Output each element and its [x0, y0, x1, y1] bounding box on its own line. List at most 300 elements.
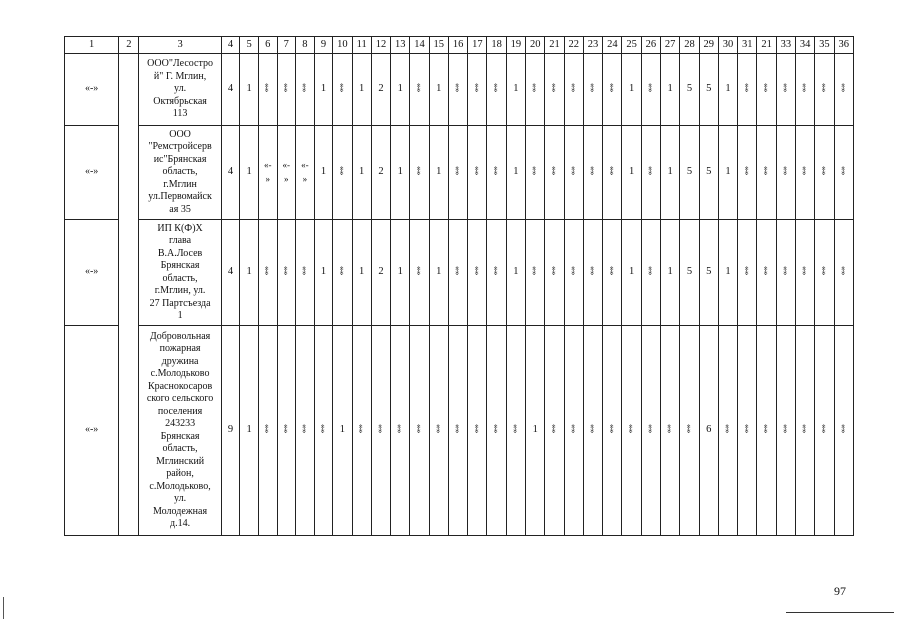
value-cell — [333, 54, 352, 126]
header-cell: 20 — [526, 37, 545, 54]
value-cell — [661, 126, 680, 220]
cell-value: «-» — [453, 424, 464, 433]
value-cell — [564, 326, 583, 536]
value-cell — [448, 220, 467, 326]
header-cell: 10 — [333, 37, 352, 54]
cell-value: «-» — [568, 166, 579, 175]
cell-value: «-» — [549, 83, 560, 92]
value-cell — [603, 126, 622, 220]
value-cell — [468, 126, 487, 220]
value-cell — [834, 126, 853, 220]
cell-value: 1 — [359, 266, 365, 278]
cell-value: 1 — [628, 83, 635, 95]
cell-value: 1 — [532, 424, 538, 436]
header-cell: 27 — [661, 37, 680, 54]
value-cell — [391, 54, 410, 126]
header-cell: 23 — [583, 37, 602, 54]
header-cell: 11 — [352, 37, 371, 54]
cell-value: 1 — [359, 166, 365, 178]
header-cell: 33 — [776, 37, 795, 54]
value-cell — [410, 126, 429, 220]
organization-line: 27 Партсъезда — [149, 297, 211, 309]
value-cell — [583, 220, 602, 326]
cell-value: «-» — [742, 83, 753, 92]
cell-value: «-» — [299, 266, 310, 275]
value-cell — [641, 126, 660, 220]
cell-value: 1 — [359, 83, 365, 95]
cell-value: 1 — [436, 166, 442, 178]
header-cell: 12 — [371, 37, 390, 54]
organization-line: с.Молодьково — [150, 368, 210, 379]
value-cell — [352, 54, 371, 126]
cell-value: 6 — [706, 424, 712, 436]
organization-line: 243233 — [165, 418, 196, 429]
row-label: «-» — [65, 126, 119, 220]
cell-value: «-» — [645, 424, 656, 433]
cell-value: 1 — [339, 424, 345, 436]
value-cell — [258, 54, 277, 126]
header-cell: 5 — [240, 37, 259, 54]
value-cell — [371, 54, 390, 126]
value-cell — [641, 326, 660, 536]
cell-value: «-» — [645, 266, 656, 275]
cell-value: «-» — [491, 266, 502, 275]
cell-value: 1 — [667, 266, 673, 278]
value-cell — [333, 220, 352, 326]
empty-cell — [119, 126, 139, 220]
cell-value: 5 — [706, 83, 712, 95]
header-cell: 21 — [545, 37, 564, 54]
value-cell — [795, 126, 814, 220]
value-cell — [545, 326, 564, 536]
header-cell: 2 — [119, 37, 139, 54]
cell-value: «-» — [819, 266, 830, 275]
cell-value: «-» — [453, 83, 464, 92]
cell-value: «-» — [530, 266, 541, 275]
value-cell — [718, 326, 737, 536]
value-cell — [661, 220, 680, 326]
cell-value: «-» — [761, 424, 772, 433]
cell-value: 1 — [725, 166, 731, 178]
cell-value: 1 — [246, 83, 252, 95]
cell-value: «-» — [780, 266, 791, 275]
value-cell — [699, 54, 718, 126]
value-cell — [448, 126, 467, 220]
value-cell — [526, 220, 545, 326]
cell-value: «-» — [472, 266, 483, 275]
cell-value: 1 — [667, 83, 673, 95]
value-cell — [757, 326, 776, 536]
cell-value: 4 — [227, 266, 234, 278]
organization-line: с.Молодьково, — [149, 480, 211, 492]
organization-line: ского сельского — [146, 393, 214, 404]
cell-value: «-» — [838, 424, 849, 433]
value-cell — [506, 54, 525, 126]
value-cell — [371, 126, 390, 220]
value-cell — [258, 326, 277, 536]
value-cell — [526, 54, 545, 126]
header-cell: 36 — [834, 37, 853, 54]
cell-value: «-» — [262, 424, 273, 433]
cell-value: «-» — [780, 424, 791, 433]
cell-value: «-» — [549, 166, 560, 175]
cell-value: 5 — [706, 166, 712, 178]
data-table — [64, 36, 854, 536]
value-cell — [680, 220, 699, 326]
organization-line: ул. — [174, 83, 187, 95]
header-cell: 17 — [468, 37, 487, 54]
value-cell — [429, 54, 448, 126]
organization-cell — [139, 126, 221, 220]
organization-line: д.14. — [170, 518, 191, 529]
value-cell — [296, 220, 315, 326]
value-cell — [468, 54, 487, 126]
value-cell — [795, 54, 814, 126]
header-cell: 22 — [564, 37, 583, 54]
cell-value: «-» — [742, 266, 753, 275]
value-cell — [680, 54, 699, 126]
cell-value: 1 — [436, 83, 442, 95]
header-cell: 13 — [391, 37, 410, 54]
cell-value: 1 — [246, 424, 252, 436]
cell-value: «-» — [530, 83, 541, 92]
cell-value: «-» — [568, 424, 579, 433]
value-cell — [795, 326, 814, 536]
organization-line: поселения — [157, 405, 203, 417]
cell-value: «-» — [588, 83, 599, 92]
cell-value: 1 — [513, 83, 519, 95]
cell-value: «-» — [838, 166, 849, 175]
organization-line: ис"Брянская — [153, 153, 207, 165]
page-number: 97 — [834, 584, 846, 598]
value-cell — [815, 220, 834, 326]
cell-value: «-» — [491, 166, 502, 175]
cell-value: 1 — [436, 266, 442, 278]
value-cell — [277, 220, 296, 326]
value-cell — [776, 126, 795, 220]
value-cell — [622, 54, 641, 126]
value-cell — [603, 326, 622, 536]
cell-value: «-» — [395, 424, 406, 433]
table-row — [65, 126, 854, 220]
value-cell — [429, 126, 448, 220]
value-cell — [718, 220, 737, 326]
empty-cell — [119, 326, 139, 536]
header-cell: 16 — [448, 37, 467, 54]
empty-cell — [119, 54, 139, 126]
header-cell: 18 — [487, 37, 506, 54]
footer-line — [786, 612, 894, 613]
value-cell — [258, 220, 277, 326]
value-cell — [738, 220, 757, 326]
organization-line: ООО"Лесостро — [147, 58, 213, 70]
value-cell — [622, 220, 641, 326]
cell-value: «- » — [282, 160, 291, 185]
value-cell — [240, 326, 259, 536]
cell-value: «-» — [433, 424, 444, 433]
cell-value: 2 — [378, 266, 384, 278]
value-cell — [277, 126, 296, 220]
value-cell — [221, 220, 240, 326]
cell-value: 1 — [725, 83, 731, 95]
value-cell — [564, 126, 583, 220]
cell-value: «-» — [356, 424, 367, 433]
cell-value: «-» — [819, 83, 830, 92]
value-cell — [661, 326, 680, 536]
header-row — [65, 37, 854, 54]
cell-value: «-» — [491, 424, 502, 433]
cell-value: «-» — [337, 83, 348, 92]
value-cell — [718, 54, 737, 126]
organization-line: район, — [166, 468, 194, 479]
cell-value: «-» — [549, 424, 560, 433]
value-cell — [391, 126, 410, 220]
value-cell — [277, 54, 296, 126]
organization-line: 1 — [177, 310, 183, 321]
cell-value: 4 — [227, 83, 234, 95]
cell-value: «-» — [337, 266, 348, 275]
cell-value: «-» — [414, 83, 425, 92]
value-cell — [371, 326, 390, 536]
cell-value: «-» — [414, 166, 425, 175]
cell-value: «-» — [761, 83, 772, 92]
cell-value: 1 — [397, 266, 403, 278]
value-cell — [834, 220, 853, 326]
value-cell — [603, 54, 622, 126]
cell-value: 2 — [378, 83, 384, 95]
header-cell: 30 — [718, 37, 737, 54]
value-cell — [545, 126, 564, 220]
value-cell — [757, 54, 776, 126]
value-cell — [564, 54, 583, 126]
value-cell — [757, 126, 776, 220]
organization-line: область, — [162, 443, 198, 454]
value-cell — [583, 54, 602, 126]
cell-value: «-» — [800, 266, 811, 275]
cell-value: «-» — [281, 83, 292, 92]
organization-line: дружина — [161, 355, 199, 367]
cell-value: «-» — [819, 166, 830, 175]
cell-value: «-» — [568, 266, 579, 275]
cell-value: «-» — [607, 166, 618, 175]
value-cell — [680, 326, 699, 536]
table-row — [65, 54, 854, 126]
cell-value: «-» — [337, 166, 348, 175]
value-cell — [371, 220, 390, 326]
cell-value: «-» — [684, 424, 695, 433]
value-cell — [391, 220, 410, 326]
value-cell — [641, 220, 660, 326]
value-cell — [314, 220, 333, 326]
organization-cell — [139, 220, 221, 326]
organization-line: Мглинский — [155, 455, 205, 467]
cell-value: «-» — [491, 83, 502, 92]
cell-value: 1 — [513, 166, 519, 178]
header-cell: 31 — [738, 37, 757, 54]
header-cell: 1 — [65, 37, 119, 54]
header-cell: 24 — [603, 37, 622, 54]
value-cell — [776, 220, 795, 326]
cell-value: 1 — [320, 83, 327, 95]
value-cell — [545, 54, 564, 126]
header-cell: 6 — [258, 37, 277, 54]
cell-value: «-» — [472, 83, 483, 92]
cell-value: «-» — [626, 424, 637, 433]
cell-value: 1 — [397, 83, 403, 95]
cell-value: «-» — [453, 266, 464, 275]
value-cell — [815, 126, 834, 220]
cell-value: «-» — [742, 424, 753, 433]
value-cell — [661, 54, 680, 126]
cell-value: 5 — [706, 266, 712, 278]
cell-value: «-» — [588, 424, 599, 433]
value-cell — [795, 220, 814, 326]
cell-value: 9 — [227, 424, 234, 436]
header-cell: 4 — [221, 37, 240, 54]
organization-line: Октябрьская — [153, 95, 207, 107]
value-cell — [487, 326, 506, 536]
value-cell — [583, 126, 602, 220]
cell-value: «-» — [530, 166, 541, 175]
organization-line: ООО — [169, 128, 191, 140]
cell-value: «-» — [588, 266, 599, 275]
value-cell — [506, 220, 525, 326]
header-cell: 7 — [277, 37, 296, 54]
cell-value: «-» — [472, 166, 483, 175]
value-cell — [296, 54, 315, 126]
organization-line: "Ремстройсерв — [148, 141, 212, 153]
organization-line: ул. — [174, 493, 187, 504]
organization-line: область, — [162, 166, 198, 178]
value-cell — [240, 54, 259, 126]
cell-value: 1 — [667, 166, 673, 178]
cell-value: «-» — [800, 83, 811, 92]
value-cell — [352, 126, 371, 220]
organization-cell — [139, 54, 221, 126]
row-label: «-» — [65, 326, 119, 536]
empty-cell — [119, 220, 139, 326]
value-cell — [333, 126, 352, 220]
value-cell — [221, 54, 240, 126]
cell-value: 1 — [513, 266, 519, 278]
cell-value: «-» — [607, 266, 618, 275]
value-cell — [448, 54, 467, 126]
organization-line: г.Мглин, ул. — [154, 285, 206, 296]
value-cell — [641, 54, 660, 126]
cell-value: «-» — [780, 166, 791, 175]
value-cell — [429, 326, 448, 536]
cell-value: «- » — [263, 160, 272, 185]
value-cell — [506, 126, 525, 220]
value-cell — [468, 326, 487, 536]
value-cell — [699, 126, 718, 220]
cell-value: «-» — [645, 166, 656, 175]
value-cell — [506, 326, 525, 536]
cell-value: «-» — [281, 266, 292, 275]
value-cell — [603, 220, 622, 326]
organization-line: область, — [162, 272, 198, 284]
organization-line: Добровольная — [149, 330, 211, 342]
cell-value: «-» — [742, 166, 753, 175]
value-cell — [718, 126, 737, 220]
value-cell — [622, 126, 641, 220]
row-label: «-» — [65, 54, 119, 126]
organization-line: г.Мглин — [163, 178, 197, 190]
value-cell — [583, 326, 602, 536]
value-cell — [487, 220, 506, 326]
cell-value: «-» — [299, 424, 310, 433]
value-cell — [240, 220, 259, 326]
organization-line: ая 35 — [169, 203, 191, 215]
cell-value: «-» — [262, 266, 273, 275]
scan-edge-mark — [3, 597, 4, 619]
cell-value: «- » — [301, 160, 309, 185]
organization-line: глава — [169, 235, 192, 246]
value-cell — [296, 326, 315, 536]
value-cell — [757, 220, 776, 326]
header-cell: 8 — [296, 37, 315, 54]
cell-value: 5 — [686, 166, 693, 178]
cell-value: «-» — [761, 166, 772, 175]
cell-value: «-» — [549, 266, 560, 275]
value-cell — [815, 54, 834, 126]
cell-value: «-» — [281, 424, 292, 433]
cell-value: «-» — [414, 424, 425, 433]
header-cell: 3 — [139, 37, 221, 54]
value-cell — [815, 326, 834, 536]
cell-value: «-» — [375, 424, 386, 433]
header-cell: 14 — [410, 37, 429, 54]
cell-value: «-» — [299, 83, 310, 92]
cell-value: «-» — [588, 166, 599, 175]
value-cell — [545, 220, 564, 326]
value-cell — [314, 326, 333, 536]
header-cell: 21 — [757, 37, 776, 54]
value-cell — [296, 126, 315, 220]
cell-value: «-» — [453, 166, 464, 175]
cell-value: 1 — [628, 266, 635, 278]
value-cell — [221, 326, 240, 536]
cell-value: «-» — [723, 424, 733, 433]
cell-value: 1 — [246, 166, 252, 178]
cell-value: «-» — [761, 266, 772, 275]
value-cell — [240, 126, 259, 220]
cell-value: 1 — [320, 166, 327, 178]
header-cell: 26 — [641, 37, 660, 54]
cell-value: «-» — [510, 424, 521, 433]
value-cell — [738, 54, 757, 126]
cell-value: «-» — [318, 424, 329, 433]
value-cell — [526, 126, 545, 220]
cell-value: 2 — [378, 166, 384, 178]
cell-value: 1 — [320, 266, 327, 278]
row-label: «-» — [65, 220, 119, 326]
value-cell — [221, 126, 240, 220]
value-cell — [258, 126, 277, 220]
cell-value: 1 — [628, 166, 635, 178]
header-cell: 25 — [622, 37, 641, 54]
organization-line: 113 — [172, 108, 188, 120]
cell-value: «-» — [838, 266, 849, 275]
value-cell — [410, 220, 429, 326]
value-cell — [468, 220, 487, 326]
cell-value: 1 — [246, 266, 252, 278]
header-cell: 15 — [429, 37, 448, 54]
header-cell: 28 — [680, 37, 699, 54]
cell-value: «-» — [645, 83, 656, 92]
value-cell — [352, 326, 371, 536]
header-cell: 35 — [815, 37, 834, 54]
